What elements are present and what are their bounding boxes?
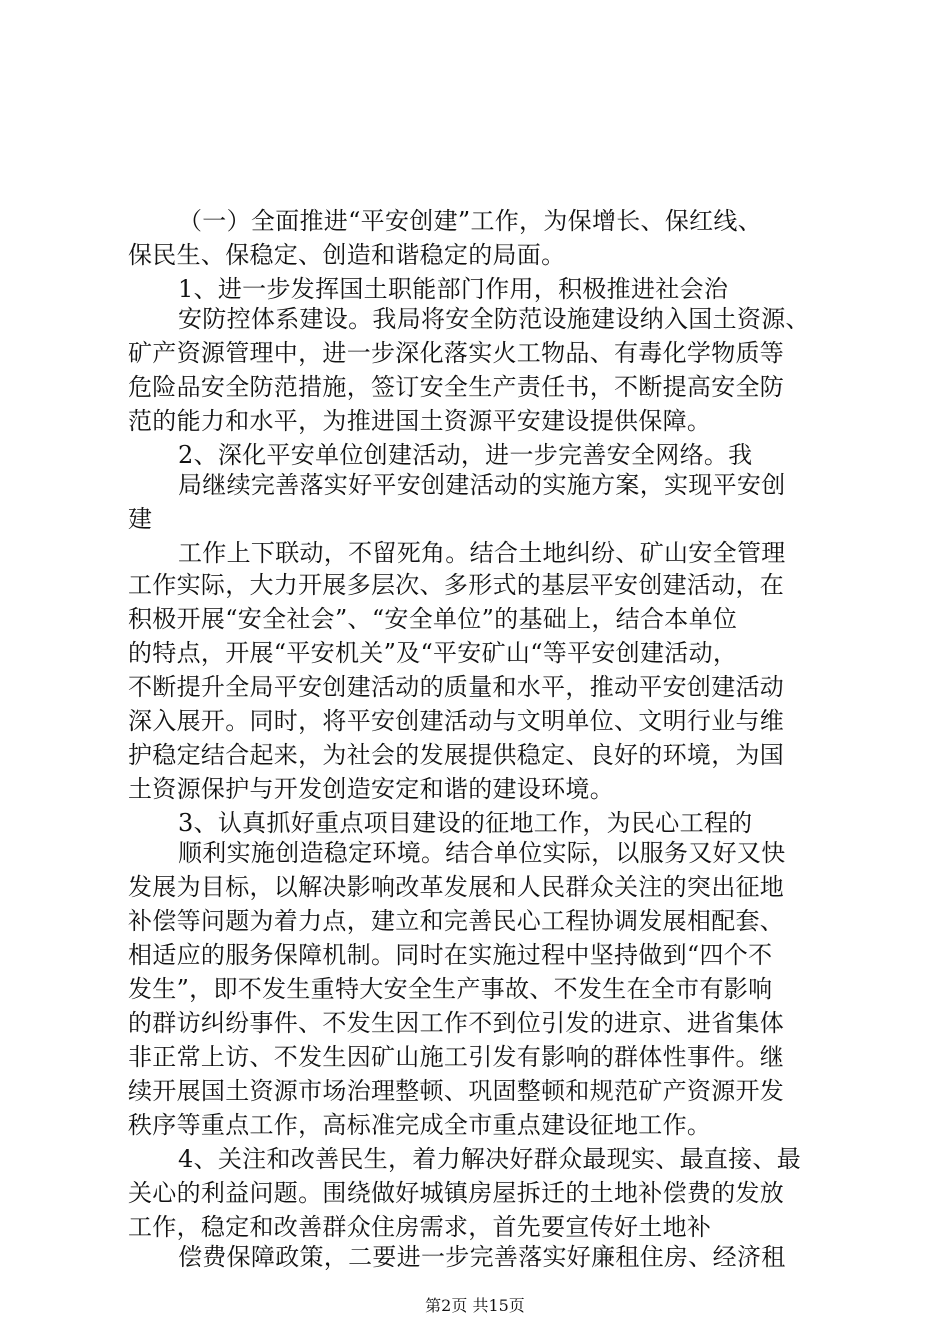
text-line: 保民生、保稳定、创造和谐稳定的局面。 [128, 241, 566, 269]
text-line: 范的能力和水平，为推进国土资源平安建设提供保障。 [128, 407, 712, 435]
text-line: 护稳定结合起来，为社会的发展提供稳定、良好的环境，为国 [128, 741, 785, 769]
text-line: 相适应的服务保障机制。同时在实施过程中坚持做到“四个不 [128, 941, 773, 969]
text-line: 1、进一步发挥国土职能部门作用，积极推进社会治 [178, 275, 729, 303]
text-line: 关心的利益问题。围绕做好城镇房屋拆迁的土地补偿费的发放 [128, 1179, 785, 1207]
text-line: 建 [128, 505, 153, 533]
text-line: 局继续完善落实好平安创建活动的实施方案，实现平安创 [178, 471, 786, 499]
text-line: 的特点，开展“平安机关”及“平安矿山“等平安创建活动， [128, 639, 738, 667]
text-line: （一）全面推进“平安创建”工作，为保增长、保红线、 [178, 207, 763, 235]
text-line: 补偿等问题为着力点，建立和完善民心工程协调发展相配套、 [128, 907, 785, 935]
text-line: 安防控体系建设。我局将安全防范设施建设纳入国土资源、 [178, 305, 810, 333]
text-line: 发展为目标，以解决影响改革发展和人民群众关注的突出征地 [128, 873, 785, 901]
text-line: 4、关注和改善民生，着力解决好群众最现实、最直接、最 [178, 1145, 802, 1173]
text-line: 矿产资源管理中，进一步深化落实火工物品、有毒化学物质等 [128, 339, 785, 367]
text-line: 的群访纠纷事件、不发生因工作不到位引发的进京、进省集体 [128, 1009, 785, 1037]
text-line: 工作上下联动，不留死角。结合土地纠纷、矿山安全管理 [178, 539, 786, 567]
text-line: 3、认真抓好重点项目建设的征地工作，为民心工程的 [178, 809, 753, 837]
text-line: 秩序等重点工作，高标准完成全市重点建设征地工作。 [128, 1111, 712, 1139]
text-line: 2、深化平安单位创建活动，进一步完善安全网络。我 [178, 441, 753, 469]
text-line: 不断提升全局平安创建活动的质量和水平，推动平安创建活动 [128, 673, 785, 701]
text-line: 工作实际，大力开展多层次、多形式的基层平安创建活动，在 [128, 571, 785, 599]
text-line: 顺利实施创造稳定环境。结合单位实际，以服务又好又快 [178, 839, 786, 867]
text-line: 土资源保护与开发创造安定和谐的建设环境。 [128, 775, 614, 803]
text-line: 工作，稳定和改善群众住房需求，首先要宣传好土地补 [128, 1213, 712, 1241]
text-line: 非正常上访、不发生因矿山施工引发有影响的群体性事件。继 [128, 1043, 785, 1071]
text-line: 续开展国土资源市场治理整顿、巩固整顿和规范矿产资源开发 [128, 1077, 785, 1105]
text-line: 偿费保障政策，二要进一步完善落实好廉租住房、经济租 [178, 1243, 786, 1271]
page-number: 第2页 共15页 [425, 1296, 525, 1315]
text-line: 发生”，即不发生重特大安全生产事故、不发生在全市有影响 [128, 975, 773, 1003]
text-line: 深入展开。同时，将平安创建活动与文明单位、文明行业与维 [128, 707, 785, 735]
text-line: 危险品安全防范措施，签订安全生产责任书，不断提高安全防 [128, 373, 785, 401]
text-line: 积极开展“安全社会”、“安全单位”的基础上，结合本单位 [128, 605, 738, 633]
